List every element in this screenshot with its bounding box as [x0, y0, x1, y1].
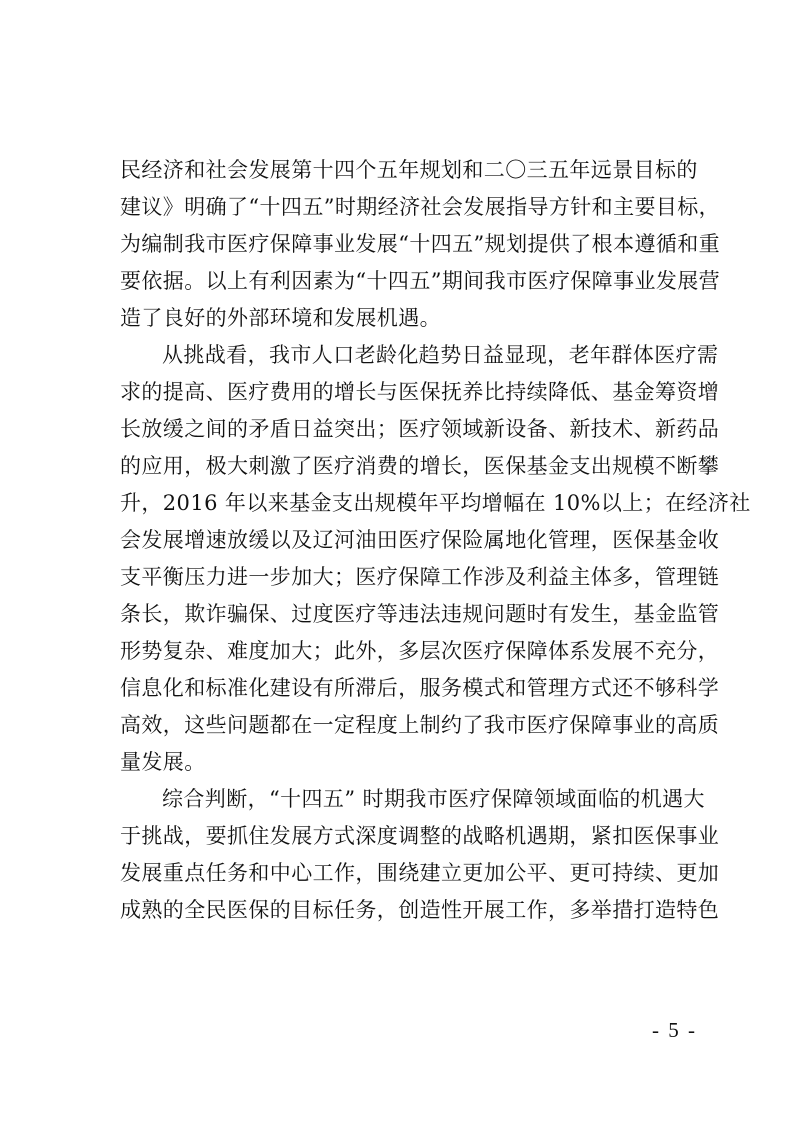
text-line: 条长，欺诈骗保、过度医疗等违法违规问题时有发生，基金监管 [120, 602, 720, 626]
text-line: 的应用，极大刺激了医疗消费的增长，医保基金支出规模不断攀 [120, 454, 720, 478]
text-line: 成熟的全民医保的目标任务，创造性开展工作，多举措打造特色 [120, 898, 720, 922]
paragraph-opportunities-continued [120, 152, 721, 337]
text-line: 信息化和标准化建设有所滞后，服务模式和管理方式还不够科学 [120, 676, 720, 700]
text-line: 综合判断，“十四五” 时期我市医疗保障领域面临的机遇大 [162, 787, 705, 811]
text-line: 从挑战看，我市人口老龄化趋势日益显现，老年群体医疗需 [162, 343, 719, 367]
text-line: 支平衡压力进一步加大；医疗保障工作涉及利益主体多，管理链 [120, 565, 720, 589]
page-number: - 5 - [652, 1018, 697, 1042]
text-line: 建议》明确了“十四五”时期经济社会发展指导方针和主要目标， [120, 195, 721, 219]
text-line: 量发展。 [120, 750, 206, 774]
text-line: 发展重点任务和中心工作，围绕建立更加公平、更可持续、更加 [120, 861, 720, 885]
text-line: 会发展增速放缓以及辽河油田医疗保险属地化管理，医保基金收 [120, 528, 720, 552]
text-line: 高效，这些问题都在一定程度上制约了我市医疗保障事业的高质 [120, 713, 720, 737]
text-line: 要依据。以上有利因素为“十四五”期间我市医疗保障事业发展营 [120, 269, 721, 293]
text-line: 形势复杂、难度加大；此外，多层次医疗保障体系发展不充分， [120, 639, 720, 663]
text-line: 造了良好的外部环境和发展机遇。 [120, 306, 441, 330]
text-line: 于挑战，要抓住发展方式深度调整的战略机遇期，紧扣医保事业 [120, 824, 720, 848]
paragraph-challenges [120, 337, 751, 781]
text-line: 升，2016 年以来基金支出规模年平均增幅在 10%以上；在经济社 [120, 491, 751, 515]
text-line: 求的提高、医疗费用的增长与医保抚养比持续降低、基金筹资增 [120, 380, 720, 404]
text-line: 民经济和社会发展第十四个五年规划和二〇三五年远景目标的 [120, 158, 698, 182]
body-text [120, 152, 751, 929]
text-line: 长放缓之间的矛盾日益突出；医疗领域新设备、新技术、新药品 [120, 417, 720, 441]
paragraph-overall-judgment [120, 781, 720, 929]
text-line: 为编制我市医疗保障事业发展“十四五”规划提供了根本遵循和重 [120, 232, 721, 256]
